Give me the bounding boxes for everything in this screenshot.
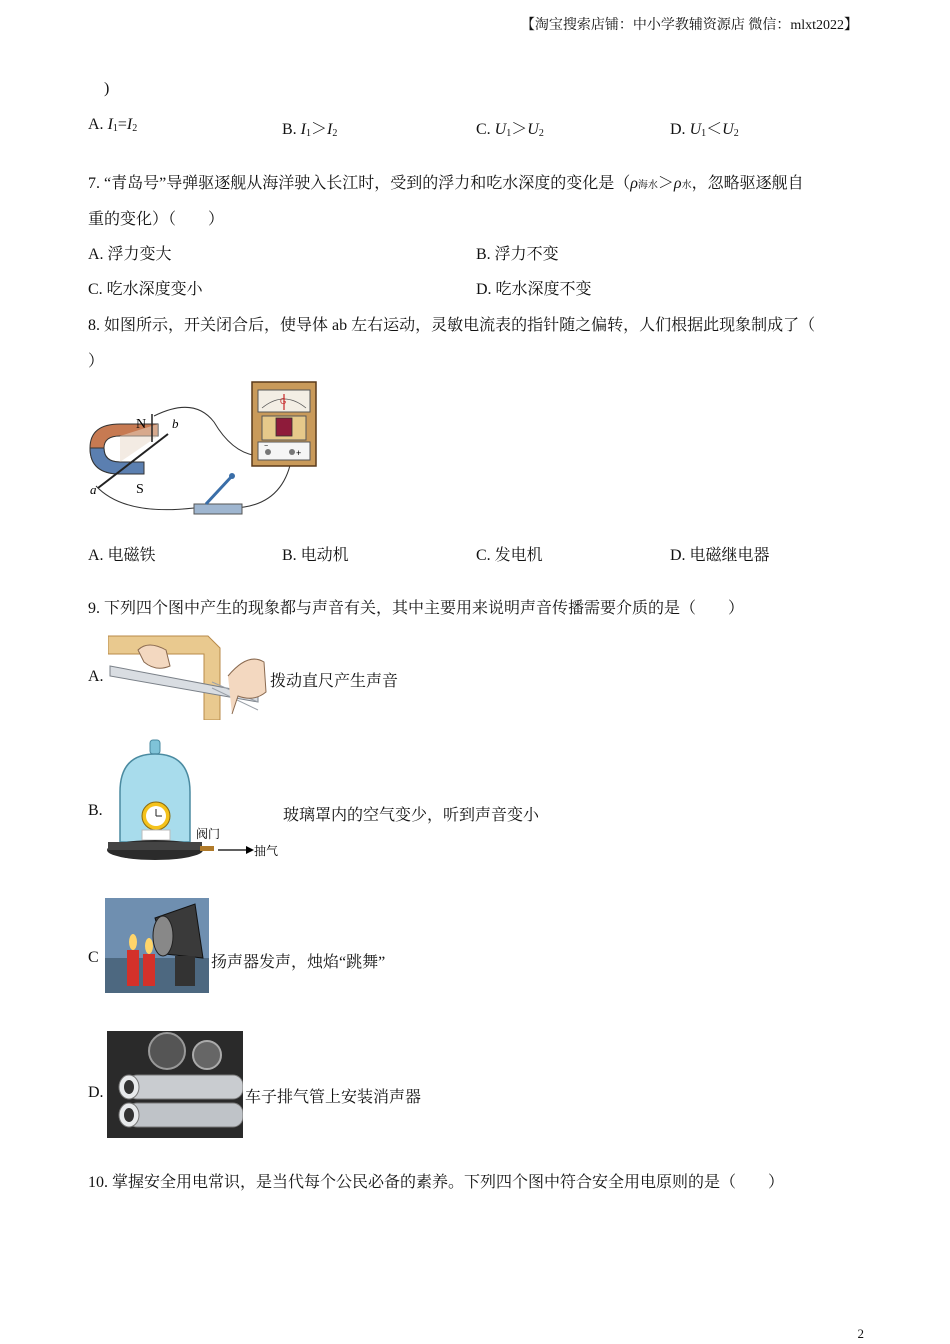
q8-stem-line2: ） [88,353,105,370]
switch-base [194,504,242,514]
flame-2 [145,938,153,954]
label-minus: − [264,443,269,450]
q7-option-d: D. 吃水深度不变 [476,281,592,298]
q9-option-d-letter: D. [88,1084,104,1101]
speaker-candles-image [105,898,209,993]
q7-stem-line2: 重的变化）（ ） [88,211,225,228]
q8-stem-line1: 8. 如图所示，开关闭合后，使导体 ab 左右运动，灵敏电流表的指针随之偏转，人们根据此现象制成了（ [88,317,816,334]
bell-jar-image [106,738,286,870]
q7-option-b: B. 浮力不变 [476,246,559,263]
candle-2 [143,954,155,986]
q8-option-a: A. 电磁铁 [88,547,156,564]
galvanometer-label: G [280,397,287,406]
switch-lever [206,476,232,504]
q6-option-c: C. $U_1>U_2$ [476,121,544,139]
q7-option-a: A. 浮力变大 [88,246,172,263]
label-plus: + [296,448,302,458]
label-n: N [136,417,147,432]
q6-option-d: D. $U_1<U_2$ [670,121,739,139]
label-s: S [136,482,144,497]
q6-option-b: B. $I_1>I_2$ [282,121,338,139]
q9-option-a-caption: 拨动直尺产生声音 [270,673,399,690]
q8-option-b: B. 电动机 [282,547,349,564]
q9-option-b-caption: 玻璃罩内的空气变少，听到声音变小 [283,807,540,824]
flame-1 [129,934,137,950]
magnet-south-half [90,448,144,474]
exhaust-muffler-image [107,1031,243,1138]
candle-1 [127,950,139,986]
exhaust-pipe-lower [127,1103,243,1127]
ruler-on-table-image [108,632,268,720]
q8-option-c: C. 发电机 [476,547,543,564]
q9-stem: 9. 下列四个图中产生的现象都与声音有关，其中主要用来说明声音传播需要介质的是（ ） [88,600,745,617]
q7-option-c: C. 吃水深度变小 [88,281,203,298]
q8-option-d: D. 电磁继电器 [670,547,770,564]
q9-option-d-caption: 车子排气管上安装消声器 [245,1089,422,1106]
page-header: 【淘宝搜索店铺：中小学教辅资源店 微信：mlxt2022】 [520,18,858,33]
q9-option-c-letter: C [88,949,99,966]
q9-option-c-caption: 扬声器发声，烛焰“跳舞” [211,954,386,971]
label-a: a [90,482,97,497]
page-number: 2 [857,1326,864,1341]
label-b: b [172,416,179,431]
q7-stem-line1: 7. “青岛号”导弹驱逐舰从海洋驶入长江时，受到的浮力和吃水深度的变化是（ρ海水＞ρ水，忽略驱逐舰自 [88,175,804,192]
pump-label: 抽气 [254,844,279,858]
q9-option-b-letter: B. [88,802,103,819]
q10-stem: 10. 掌握安全用电常识，是当代每个公民必备的素养。下列四个图中符合安全用电原则的是（ ） [88,1174,785,1191]
exhaust-pipe-upper [127,1075,243,1099]
q6-tail: ) [104,80,110,97]
q6-option-a: A. $I_1=I_2$ [88,116,138,134]
q8-circuit-figure [84,376,324,522]
valve-label: 阀门 [196,827,221,841]
q9-option-a-letter: A. [88,668,104,685]
